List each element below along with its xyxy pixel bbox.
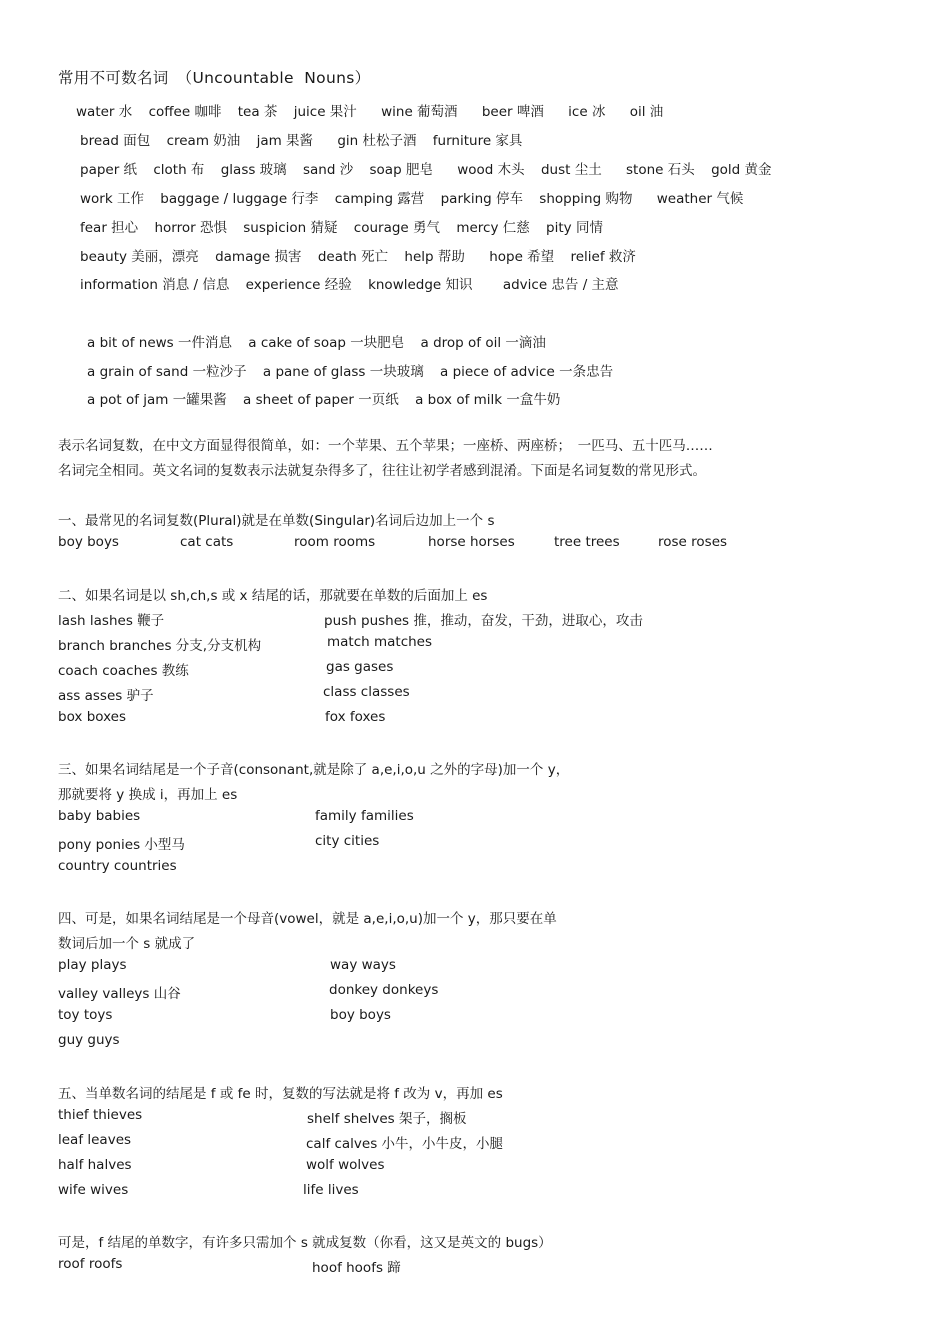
vocab-item: courage 勇气 [353, 220, 441, 236]
rule4-heading-line-2: 数词后加一个 s 就成了 [58, 936, 196, 952]
measure-phrase: a grain of sand 一粒沙子 [87, 364, 247, 380]
vocab-item: parking 停车 [440, 191, 523, 207]
vocab-item: baggage / luggage 行李 [160, 191, 319, 207]
rule3-left-item: pony ponies 小型马 [58, 837, 185, 853]
rule4-right-item: way ways [330, 957, 396, 973]
intro-line-1: 表示名词复数，在中文方面显得很简单，如：一个苹果、五个苹果；一座桥、两座桥； 一匹马、五十匹马…… [58, 438, 713, 454]
rule4-left-item: guy guys [58, 1032, 120, 1048]
vocab-item: help 帮助 [404, 249, 465, 265]
vocab-item: horror 恐惧 [154, 220, 227, 236]
vocab-item: sand 沙 [302, 162, 354, 178]
rule4-heading-line-1: 四、可是，如果名词结尾是一个母音(vowel，就是 a,e,i,o,u)加一个 y，那只要在单 [58, 911, 557, 927]
vocab-item: pity 同情 [546, 220, 603, 236]
vocab-item: bread 面包 [80, 133, 151, 149]
vocab-item: dust 尘土 [540, 162, 602, 178]
vocab-item: death 死亡 [317, 249, 389, 265]
vocab-item: beauty 美丽，漂亮 [80, 249, 199, 265]
rule3-right-item: city cities [315, 833, 380, 849]
vocab-item: knowledge 知识 [368, 277, 473, 293]
vocab-row-6 [80, 245, 648, 265]
rule2-right-item: match matches [327, 634, 433, 650]
vocab-item: oil 油 [629, 104, 664, 120]
vocab-row-3 [80, 158, 784, 178]
vocab-item: paper 纸 [80, 162, 138, 178]
vocab-item: cream 奶油 [166, 133, 241, 149]
vocab-item: wood 木头 [457, 162, 525, 178]
rule4-right-item: boy boys [330, 1007, 391, 1023]
rule5-right-item: wolf wolves [306, 1157, 385, 1173]
rule2-right-item: gas gases [326, 659, 394, 675]
vocab-row-4 [80, 187, 755, 207]
rule1-item: cat cats [180, 534, 234, 550]
vocab-item: furniture 家具 [432, 133, 523, 149]
vocab-item: beer 啤酒 [481, 104, 544, 120]
rule2-right-item: fox foxes [325, 709, 386, 725]
measure-row-2 [87, 360, 625, 380]
rule1-item: horse horses [428, 534, 515, 550]
rule5-right-item: calf calves 小牛，小牛皮，小腿 [306, 1136, 504, 1152]
vocab-item: juice 果汁 [293, 104, 357, 120]
rule3-left-item: baby babies [58, 808, 141, 824]
page-title: 常用不可数名词 （Uncountable Nouns） [58, 69, 371, 87]
rule6-left-item: roof roofs [58, 1256, 123, 1272]
vocab-item: camping 露营 [334, 191, 425, 207]
rule3-right-item: family families [315, 808, 414, 824]
rule2-heading: 二、如果名词是以 sh,ch,s 或 x 结尾的话，那就要在单数的后面加上 es [58, 588, 488, 604]
rule2-left-item: ass asses 驴子 [58, 688, 154, 704]
rule1-item: rose roses [658, 534, 728, 550]
rule5-right-item: life lives [303, 1182, 359, 1198]
vocab-item: relief 救济 [570, 249, 636, 265]
measure-phrase: a cake of soap 一块肥皂 [248, 335, 405, 351]
rule5-right-item: shelf shelves 架子，搁板 [307, 1111, 467, 1127]
measure-phrase: a pane of glass 一块玻璃 [262, 364, 424, 380]
vocab-item: glass 玻璃 [220, 162, 287, 178]
measure-phrase: a pot of jam 一罐果酱 [87, 392, 227, 408]
rule4-left-item: play plays [58, 957, 127, 973]
vocab-item: hope 希望 [489, 249, 555, 265]
rule3-heading-line-2: 那就要将 y 换成 i，再加上 es [58, 787, 238, 803]
rule2-right-item: push pushes 推，推动，奋发，干劲，进取心，攻击 [324, 613, 643, 629]
rule4-right-item: donkey donkeys [329, 982, 439, 998]
vocab-item: gin 杜松子酒 [337, 133, 417, 149]
intro-line-2: 名词完全相同。英文名词的复数表示法就复杂得多了，往往让初学者感到混淆。下面是名词复数的常见形式。 [58, 463, 706, 479]
vocab-item: water 水 [76, 104, 133, 120]
rule2-left-item: box boxes [58, 709, 127, 725]
rule3-left-item: country countries [58, 858, 177, 874]
vocab-item: experience 经验 [245, 277, 352, 293]
rule1-item: tree trees [554, 534, 620, 550]
rule2-left-item: branch branches 分支,分支机构 [58, 638, 262, 654]
measure-phrase: a sheet of paper 一页纸 [243, 392, 399, 408]
vocab-item: gold 黄金 [711, 162, 772, 178]
vocab-item: information 消息 / 信息 [80, 277, 230, 293]
rule5-left-item: half halves [58, 1157, 132, 1173]
rule4-left-item: toy toys [58, 1007, 113, 1023]
rule1-heading: 一、最常见的名词复数(Plural)就是在单数(Singular)名词后边加上一个 s [58, 513, 495, 529]
rule5-heading: 五、当单数名词的结尾是 f 或 fe 时，复数的写法就是将 f 改为 v，再加 es [58, 1086, 503, 1102]
measure-row-1 [87, 331, 558, 351]
vocab-item: cloth 布 [153, 162, 205, 178]
rule1-item: boy boys [58, 534, 119, 550]
measure-phrase: a bit of news 一件消息 [87, 335, 232, 351]
rule6-right-item: hoof hoofs 蹄 [312, 1260, 401, 1276]
rule6-heading: 可是，f 结尾的单数字，有许多只需加个 s 就成复数（你看，这又是英文的 bugs） [58, 1235, 552, 1251]
rule4-left-item: valley valleys 山谷 [58, 986, 181, 1002]
vocab-item: coffee 咖啡 [148, 104, 222, 120]
vocab-item: mercy 仁慈 [456, 220, 530, 236]
vocab-item: damage 损害 [215, 249, 302, 265]
vocab-item: stone 石头 [626, 162, 695, 178]
rule5-left-item: thief thieves [58, 1107, 143, 1123]
rule5-left-item: leaf leaves [58, 1132, 132, 1148]
vocab-item: tea 茶 [237, 104, 278, 120]
measure-phrase: a box of milk 一盒牛奶 [415, 392, 561, 408]
vocab-item: advice 忠告 / 主意 [502, 277, 619, 293]
measure-row-3 [87, 388, 572, 408]
vocab-item: suspicion 猜疑 [243, 220, 338, 236]
vocab-row-2 [80, 129, 534, 149]
rule2-left-item: coach coaches 教练 [58, 663, 189, 679]
vocab-row-5 [80, 216, 615, 236]
vocab-item: ice 冰 [568, 104, 606, 120]
measure-phrase: a piece of advice 一条忠告 [440, 364, 614, 380]
measure-phrase: a drop of oil 一滴油 [420, 335, 546, 351]
vocab-item: weather 气候 [656, 191, 744, 207]
vocab-item: shopping 购物 [539, 191, 633, 207]
rule5-left-item: wife wives [58, 1182, 129, 1198]
vocab-row-1 [76, 100, 675, 120]
vocab-item: soap 肥皂 [369, 162, 433, 178]
rule3-heading-line-1: 三、如果名词结尾是一个子音(consonant,就是除了 a,e,i,o,u 之外的字母)加一个 y， [58, 762, 570, 778]
vocab-row-7 [80, 273, 631, 293]
rule2-right-item: class classes [323, 684, 410, 700]
vocab-item: fear 担心 [80, 220, 139, 236]
vocab-item: jam 果酱 [256, 133, 314, 149]
rule1-item: room rooms [294, 534, 376, 550]
rule2-left-item: lash lashes 鞭子 [58, 613, 165, 629]
vocab-item: wine 葡萄酒 [381, 104, 458, 120]
vocab-item: work 工作 [80, 191, 144, 207]
